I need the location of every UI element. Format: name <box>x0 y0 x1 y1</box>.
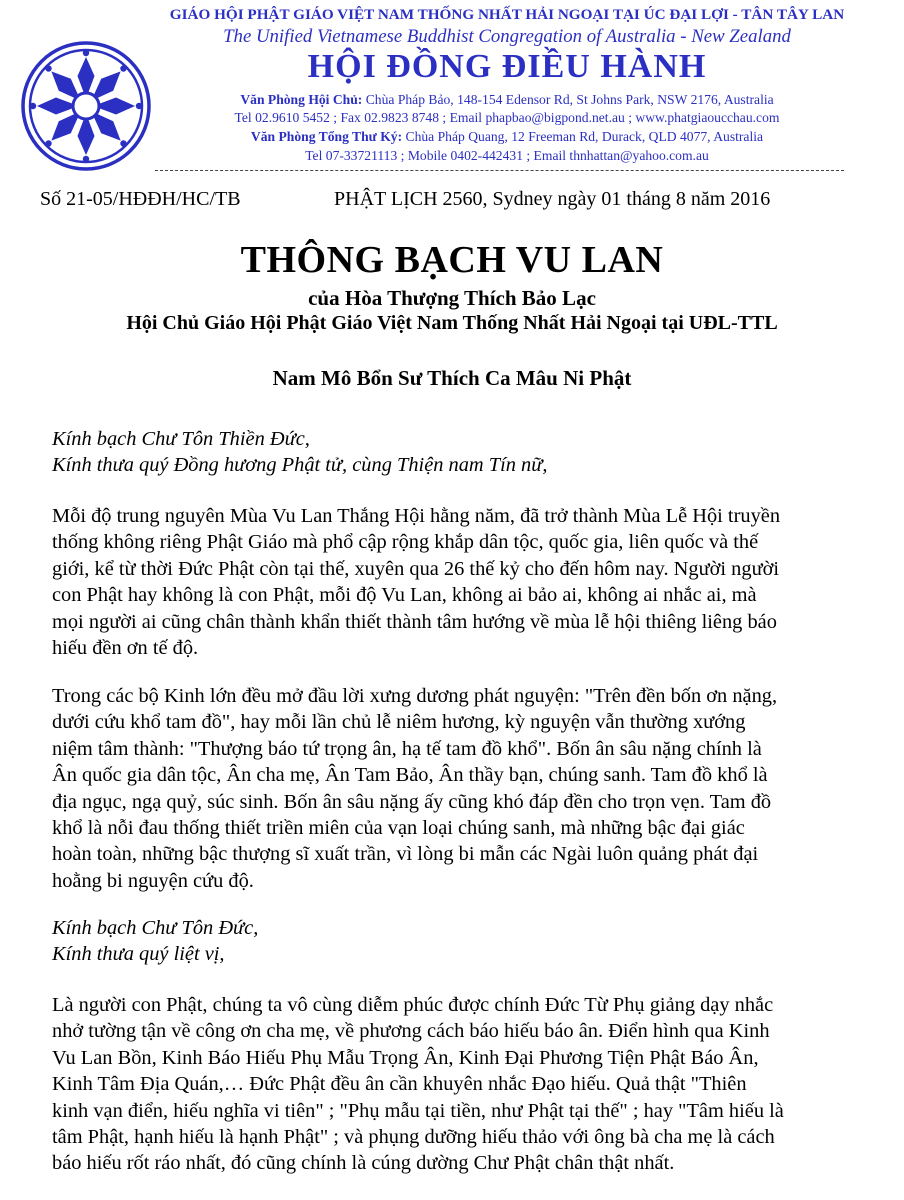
office2-contact: Tel 07-33721113 ; Mobile 0402-442431 ; Email thnhattan@yahoo.com.au <box>305 148 709 163</box>
wheel-knob <box>83 50 89 56</box>
office2-label: Văn Phòng Tổng Thư Ký: <box>250 129 403 144</box>
wheel-spoke <box>100 98 135 115</box>
paragraph-line: con Phật hay không là con Phật, mỗi độ Vu Lan, không ai bảo ai, không ai nhắc ai, mà <box>52 584 757 607</box>
wheel-spoke <box>94 71 121 98</box>
paragraph-line: nhở tường tận về công ơn cha mẹ, về phương cách báo hiếu báo ân. Điển hình qua Kinh <box>52 1020 770 1043</box>
paragraph-line: Là người con Phật, chúng ta vô cùng diễm phúc được chính Đức Từ Phụ giảng dạy nhắc <box>52 994 774 1016</box>
wheel-knob <box>120 65 126 71</box>
dharma-wheel-icon <box>18 38 154 174</box>
paragraph-line: khổ là nỗi đau thống thiết triền miên của vạn loại chúng sanh, mà những bậc đại giác <box>52 817 745 840</box>
paragraph-3 <box>52 992 854 1177</box>
wheel-knob <box>136 103 142 109</box>
paragraph-line: hoằng bi nguyện cứu độ. <box>52 869 254 892</box>
office1-label: Văn Phòng Hội Chủ: <box>240 92 363 107</box>
document-date: PHẬT LỊCH 2560, Sydney ngày 01 tháng 8 năm 2016 <box>334 188 771 210</box>
greeting-line: Kính bạch Chư Tôn Thiền Đức, <box>52 428 310 450</box>
paragraph-line: tâm Phật, hạnh hiếu là hạnh Phật" ; và phụng dưỡng hiếu thảo với ông bà cha mẹ là cách <box>52 1126 775 1149</box>
wheel-spoke <box>78 57 95 92</box>
wheel-knob <box>30 103 36 109</box>
paragraph-line: Vu Lan Bồn, Kinh Báo Hiếu Phụ Mẫu Trọng Ân, Kinh Đại Phương Tiện Phật Báo Ân, <box>52 1046 759 1069</box>
greeting-line: Kính thưa quý Đồng hương Phật tử, cùng Thiện nam Tín nữ, <box>52 454 548 477</box>
office2-address: Chùa Pháp Quang, 12 Freeman Rd, Durack, QLD 4077, Australia <box>402 129 764 144</box>
wheel-knob <box>45 140 51 146</box>
author-position: Hội Chủ Giáo Hội Phật Giáo Việt Nam Thống Nhất Hải Ngoại tại UĐL-TTL <box>126 312 778 334</box>
paragraph-line: dưới cứu khổ tam đồ", hay mỗi lần chủ lễ niêm hương, kỳ nguyện vẫn thường xướng <box>52 711 746 734</box>
invocation: Nam Mô Bổn Sư Thích Ca Mâu Ni Phật <box>272 366 632 390</box>
paragraph-line: hiếu đền ơn tế độ. <box>52 637 199 660</box>
paragraph-1 <box>52 503 854 661</box>
document-title: THÔNG BẠCH VU LAN <box>240 239 664 281</box>
reference-number: Số 21-05/HĐĐH/HC/TB <box>40 188 241 210</box>
greeting-2 <box>52 915 854 968</box>
office1-contact: Tel 02.9610 5452 ; Fax 02.9823 8748 ; Email phapbao@bigpond.net.au ; www.phatgiaoucchau.com <box>234 110 780 125</box>
paragraph-line: Kinh Tâm Địa Quán,… Đức Phật đều ân cần khuyên nhắc Đạo hiếu. Quả thật "Thiên <box>52 1073 747 1096</box>
paragraph-line: hoàn toàn, những bậc thượng sĩ xuất trần, vì lòng bi mẫn các Ngài luôn quảng phát đại <box>52 843 759 866</box>
paragraph-line: Mỗi độ trung nguyên Mùa Vu Lan Thắng Hội hằng năm, đã trở thành Mùa Lễ Hội truyền <box>52 505 781 527</box>
paragraph-line: kinh vạn điển, hiếu nghĩa vi tiên" ; "Phụ mẫu tại tiền, như Phật tại thế" ; hay "Tâm hiếu là <box>52 1099 784 1122</box>
greeting-line: Kính thưa quý liệt vị, <box>52 943 225 966</box>
greeting-line: Kính bạch Chư Tôn Đức, <box>52 917 259 939</box>
wheel-spoke <box>51 71 78 98</box>
paragraph-2 <box>52 683 854 894</box>
paragraph-line: địa ngục, ngạ quỷ, súc sinh. Bốn ân sâu nặng ấy cũng khó đáp đền cho trọn vẹn. Tam đồ <box>52 790 772 813</box>
council-name: HỘI ĐỒNG ĐIỀU HÀNH <box>307 48 707 85</box>
wheel-spoke <box>78 120 95 155</box>
wheel-spoke <box>51 114 78 141</box>
paragraph-line: Trong các bộ Kinh lớn đều mở đầu lời xưng dương phát nguyện: "Trên đền bốn ơn nặng, <box>52 685 778 707</box>
org-name-vietnamese: GIÁO HỘI PHẬT GIÁO VIỆT NAM THỐNG NHẤT HẢI NGOẠI TẠI ÚC ĐẠI LỢI - TÂN TÂY LAN <box>169 6 845 23</box>
wheel-knob <box>120 140 126 146</box>
paragraph-line: thống không riêng Phật Giáo mà phổ cập rộng khắp dân tộc, quốc gia, liên quốc và thế <box>52 531 759 554</box>
paragraph-line: mọi người ai cũng chân thành khẩn thiết thành tâm hướng về mùa lễ hội thiêng liêng báo <box>52 610 777 633</box>
paragraph-line: niệm tâm thành: "Thượng báo tứ trọng ân, hạ tế tam đồ khổ". Bốn ân sâu nặng chính là <box>52 737 762 760</box>
office2-address-line <box>150 129 864 145</box>
greeting-1 <box>52 426 854 479</box>
wheel-knob <box>45 65 51 71</box>
paragraph-line: Ân quốc gia dân tộc, Ân cha mẹ, Ân Tam Bảo, Ân thầy bạn, chúng sanh. Tam đồ khổ là <box>52 764 768 787</box>
paragraph-line: giới, kể từ thời Đức Phật còn tại thế, xuyên qua 26 thế kỷ cho đến hôm nay. Người người <box>52 557 780 580</box>
wheel-knob <box>83 156 89 162</box>
office1-address: Chùa Pháp Bảo, 148-154 Edensor Rd, St Johns Park, NSW 2176, Australia <box>362 92 774 107</box>
header-divider <box>155 170 844 171</box>
wheel-spoke <box>37 98 72 115</box>
author-line: của Hòa Thượng Thích Bảo Lạc <box>308 286 596 310</box>
office1-address-line <box>150 92 864 108</box>
org-name-english: The Unified Vietnamese Buddhist Congregation of Australia - New Zealand <box>223 26 791 47</box>
paragraph-line: báo hiếu rốt ráo nhất, đó cũng chính là cúng dường Chư Phật chân thật nhất. <box>52 1152 675 1175</box>
wheel-spoke <box>94 114 121 141</box>
